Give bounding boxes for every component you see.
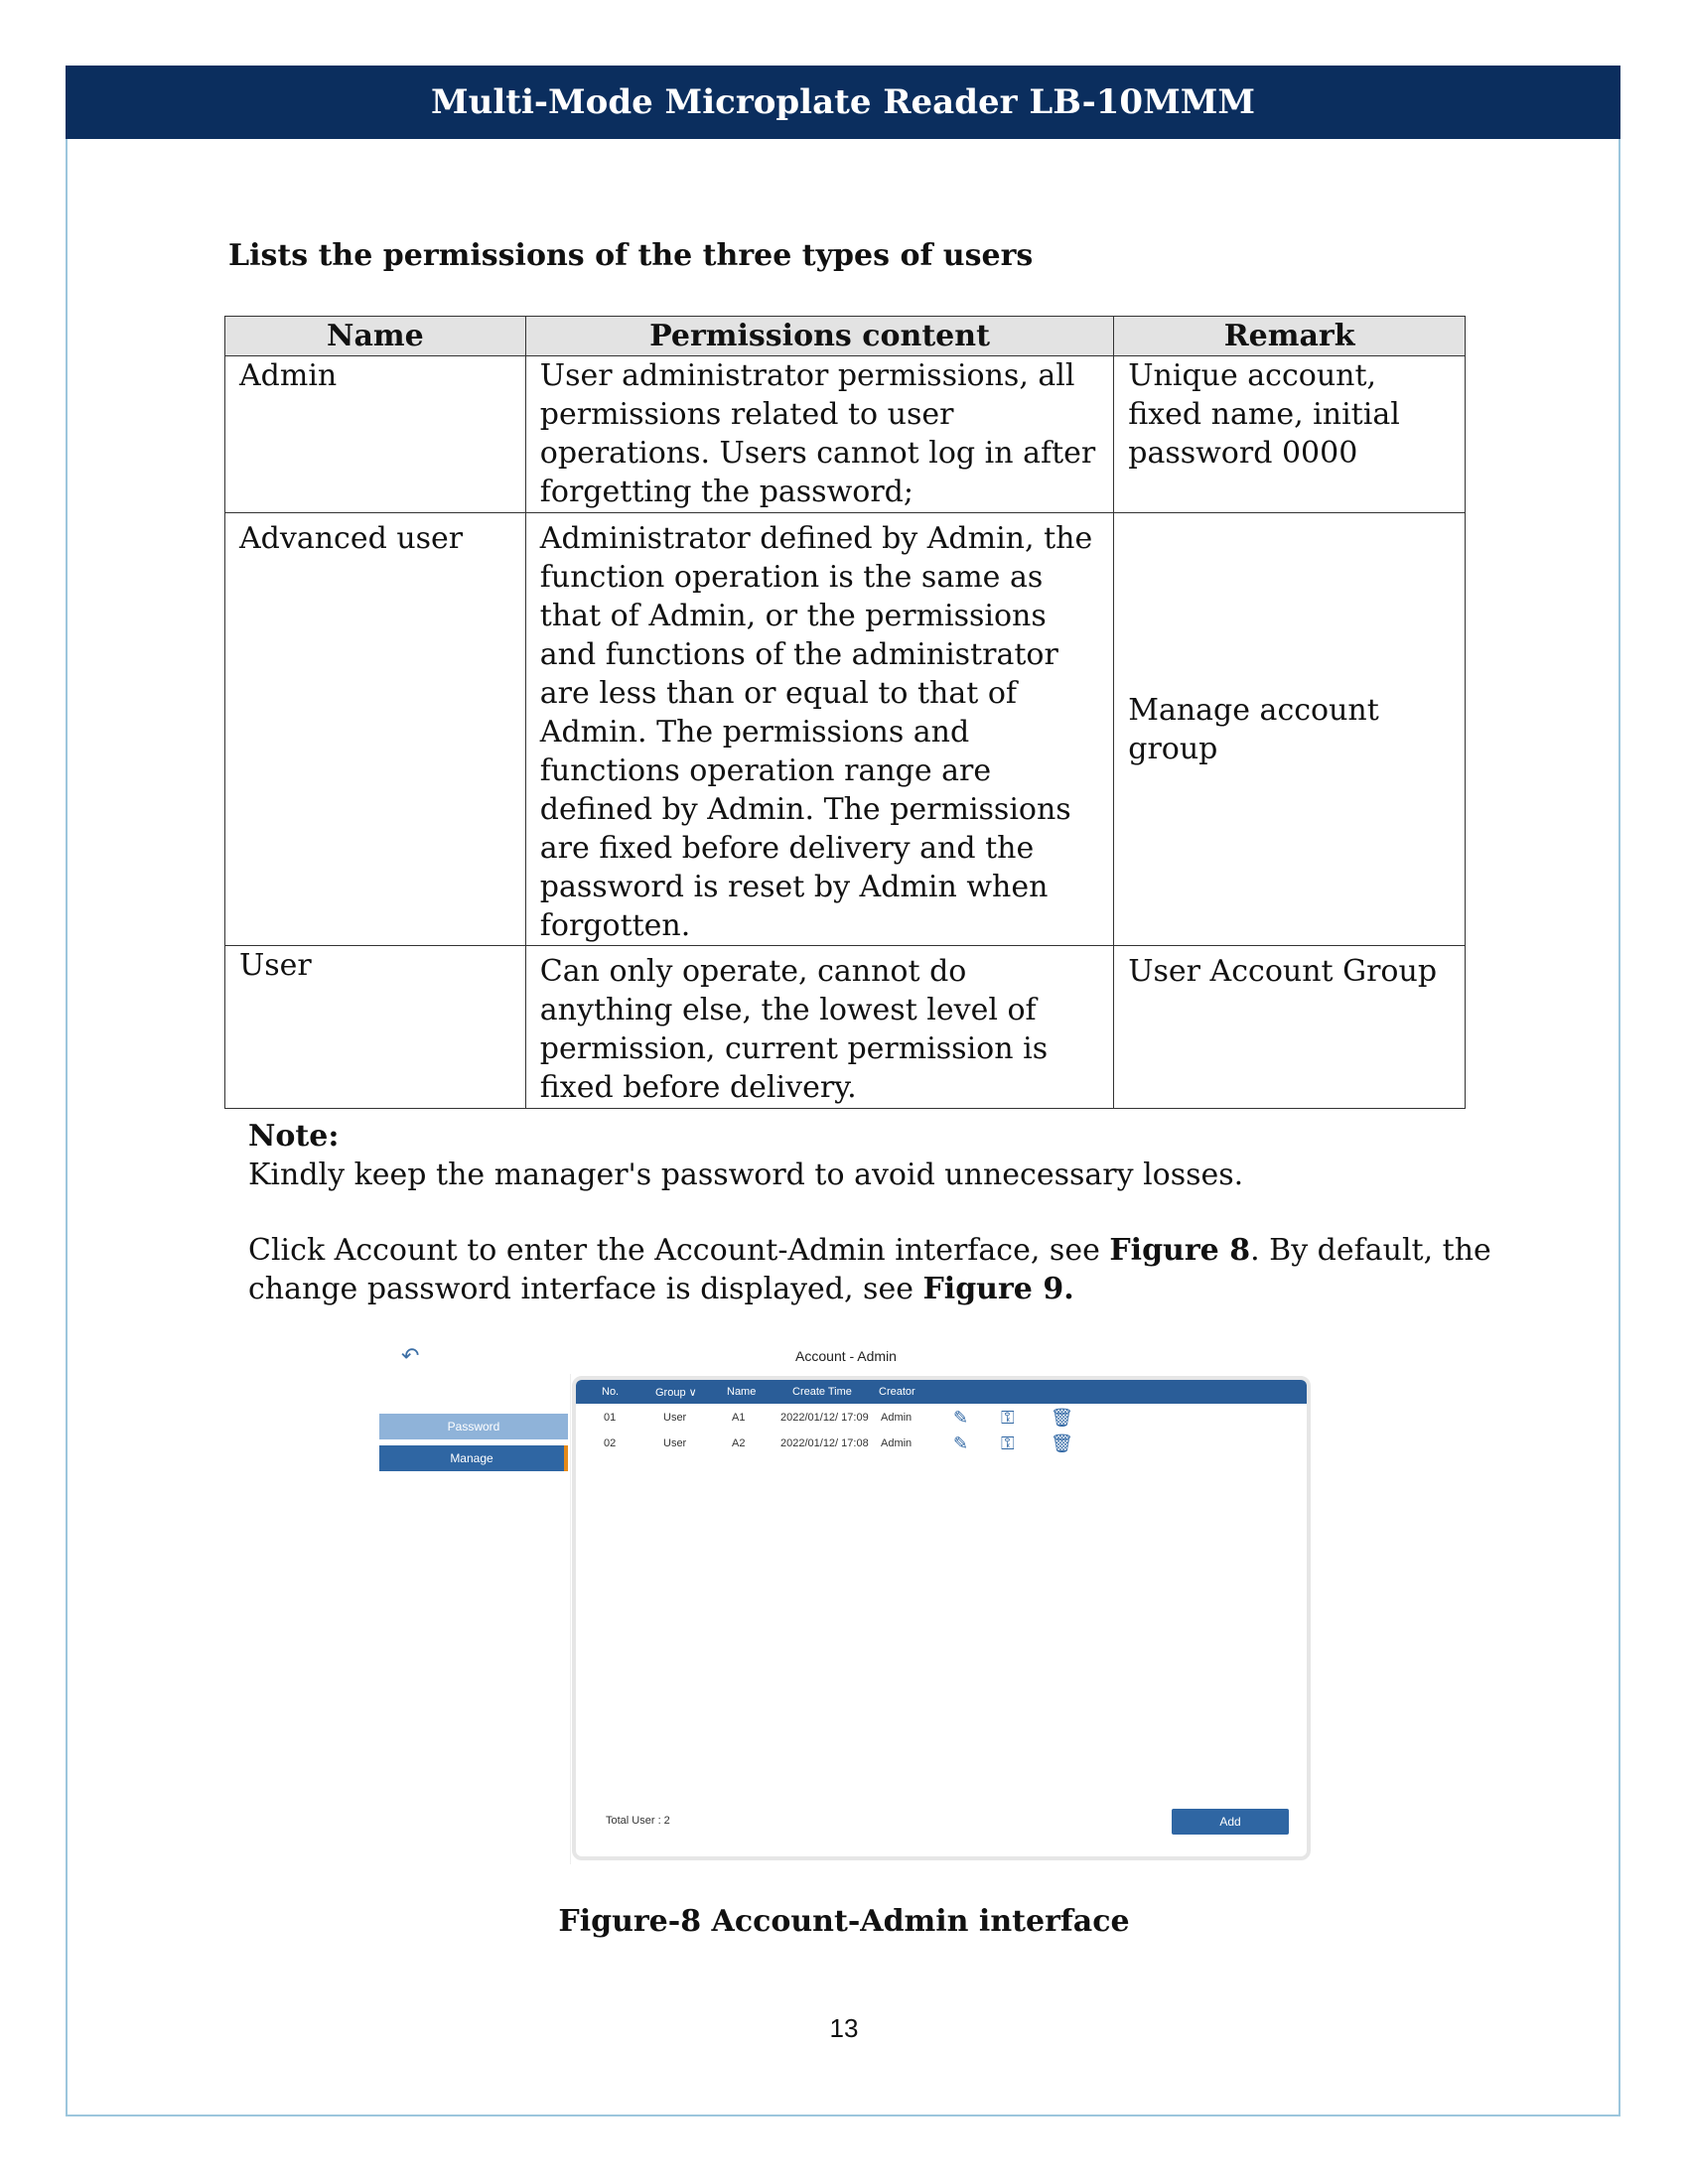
sidebar-item-password[interactable]: Password xyxy=(379,1414,568,1439)
body-paragraph xyxy=(248,1231,1539,1308)
note-title: Note: xyxy=(248,1119,340,1154)
figure-ref: Figure 9. xyxy=(922,1272,1074,1306)
row-create-time: 2022/01/12/ 17:08 xyxy=(780,1437,869,1449)
figure-ref: Figure 8 xyxy=(1109,1233,1251,1268)
row-name: A1 xyxy=(732,1412,746,1424)
row-creator: Admin xyxy=(881,1412,913,1424)
chevron-down-icon: ∨ xyxy=(688,1387,697,1399)
col-header-permissions: Permissions content xyxy=(525,317,1113,356)
row-no: 02 xyxy=(604,1437,617,1449)
col-group-label: Group xyxy=(655,1387,686,1399)
cell-name: Advanced user xyxy=(225,513,526,946)
trash-icon[interactable]: 🗑 xyxy=(1051,1433,1073,1453)
note-text: Kindly keep the manager's password to avoid unnecessary losses. xyxy=(248,1158,1244,1192)
row-create-time: 2022/01/12/ 17:09 xyxy=(780,1412,869,1424)
add-button[interactable]: Add xyxy=(1172,1809,1289,1835)
col-group[interactable] xyxy=(655,1386,697,1399)
cell-permissions: Can only operate, cannot do anything else, the lowest level of permission, current permission is fixed before delivery. xyxy=(525,946,1113,1109)
cell-permissions: User administrator permissions, all permissions related to user operations. Users cannot log in after forgetting the password; xyxy=(525,356,1113,513)
table-header-row xyxy=(225,317,1466,356)
cell-permissions: Administrator defined by Admin, the function operation is the same as that of Admin, or the permissions and functions of the administrator are less than or equal to that of Admin. The permissions and functions operation range are defined by Admin. The permissions are fixed before delivery and the password is reset by Admin when forgotten. xyxy=(525,513,1113,946)
paragraph-text: . By default, the change password interface is displayed, see xyxy=(248,1233,1491,1306)
pencil-icon[interactable]: ✎ xyxy=(953,1433,969,1453)
cell-remark: Manage account group xyxy=(1114,513,1466,946)
col-no: No. xyxy=(602,1386,620,1398)
table-row xyxy=(225,946,1466,1109)
row-group: User xyxy=(663,1437,687,1449)
cell-name: User xyxy=(225,946,526,1109)
key-icon[interactable]: ⚿ xyxy=(1001,1408,1015,1428)
figure-caption: Figure-8 Account-Admin interface xyxy=(558,1904,1130,1939)
paragraph-text: Click Account to enter the Account-Admin interface, see xyxy=(248,1233,1110,1268)
cell-remark: User Account Group xyxy=(1114,946,1466,1109)
sidebar-item-manage[interactable]: Manage xyxy=(379,1445,568,1471)
col-create-time: Create Time xyxy=(792,1386,852,1398)
account-admin-screenshot xyxy=(377,1340,1315,1864)
user-list-panel xyxy=(572,1376,1311,1860)
figure-window-title: Account - Admin xyxy=(795,1348,897,1364)
pencil-icon[interactable]: ✎ xyxy=(953,1408,969,1428)
total-user-count: Total User : 2 xyxy=(606,1815,670,1827)
row-name: A2 xyxy=(732,1437,746,1449)
page-header: Multi-Mode Microplate Reader LB-10MMM xyxy=(66,66,1620,139)
cell-name: Admin xyxy=(225,356,526,513)
page-number: 13 xyxy=(829,2013,859,2043)
cell-remark: Unique account, fixed name, initial password 0000 xyxy=(1114,356,1466,513)
col-header-remark: Remark xyxy=(1114,317,1466,356)
row-no: 01 xyxy=(604,1412,617,1424)
col-creator: Creator xyxy=(879,1386,915,1398)
permissions-table xyxy=(224,316,1466,1109)
col-name: Name xyxy=(727,1386,757,1398)
table-row xyxy=(576,1408,1307,1433)
key-icon[interactable]: ⚿ xyxy=(1001,1433,1015,1453)
figure-topbar xyxy=(377,1340,1315,1374)
back-arrow-icon[interactable]: ↶ xyxy=(401,1343,420,1368)
note-block xyxy=(248,1117,1539,1194)
row-creator: Admin xyxy=(881,1437,913,1449)
user-table-header xyxy=(576,1380,1307,1404)
table-row xyxy=(576,1433,1307,1459)
row-group: User xyxy=(663,1412,687,1424)
section-title: Lists the permissions of the three types of users xyxy=(228,238,1034,273)
trash-icon[interactable]: 🗑 xyxy=(1051,1408,1073,1428)
table-row xyxy=(225,513,1466,946)
table-row xyxy=(225,356,1466,513)
col-header-name: Name xyxy=(225,317,526,356)
figure-sidebar xyxy=(377,1374,571,1864)
